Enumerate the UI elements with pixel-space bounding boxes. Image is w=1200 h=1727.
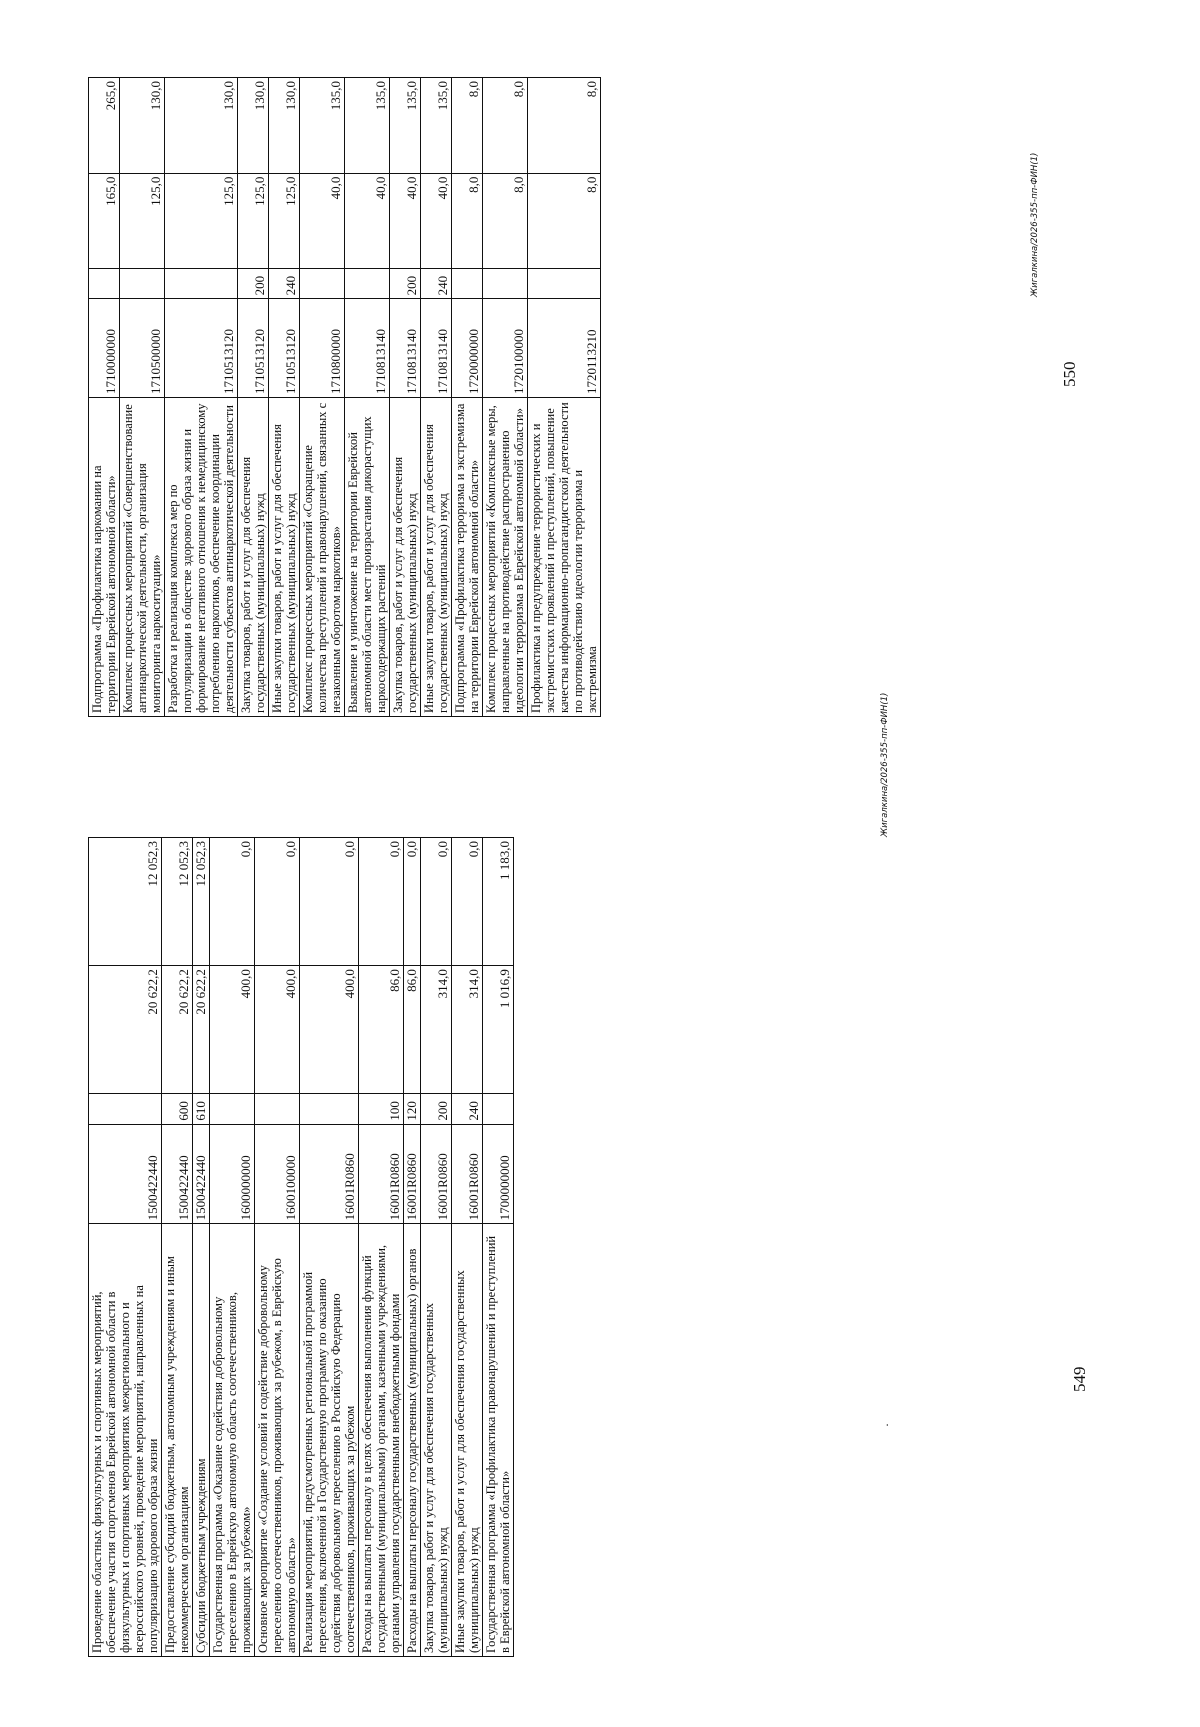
desc-cell: Государственная программа «Профилактика правонарушений и преступлений в Еврейской автономной области» (483, 1224, 514, 1657)
footer-549: Жигалкина/2026-355-пп-ФИН(1) (880, 692, 890, 837)
code-cell: 1710513120 (238, 299, 269, 398)
amount-2026-cell: 8,0 (452, 173, 483, 269)
code-cell: 16001R0860 (404, 1124, 421, 1224)
code-cell: 1710000000 (89, 299, 120, 398)
footer-550: Жигалкина/2026-355-пп-ФИН(1) (1030, 152, 1040, 297)
expense-type-cell (483, 1094, 514, 1124)
table-row (89, 838, 162, 1657)
expense-type-cell (89, 269, 120, 299)
amount-2026-cell: 165,0 (89, 173, 120, 269)
table-row (421, 78, 452, 717)
amount-2026-cell: 8,0 (528, 173, 601, 269)
code-cell: 1720000000 (452, 299, 483, 398)
code-cell: 1710813140 (345, 299, 390, 398)
table-row (359, 838, 404, 1657)
amount-2026-cell: 400,0 (255, 966, 300, 1094)
table-row (300, 78, 345, 717)
desc-cell: Основное мероприятие «Создание условий и содействие добровольному переселению соотечественников, проживающих за рубежом, в Еврейскую автономную область» (255, 1224, 300, 1657)
desc-cell: Подпрограмма «Профилактика наркомании на территории Еврейской автономной области» (89, 398, 120, 717)
amount-2026-cell: 125,0 (269, 173, 300, 269)
amount-2027-cell: 0,0 (452, 838, 483, 966)
amount-2027-cell: 0,0 (300, 838, 359, 966)
amount-2026-cell: 86,0 (404, 966, 421, 1094)
amount-2027-cell: 8,0 (528, 78, 601, 174)
expense-type-cell: 200 (238, 269, 269, 299)
table-row (269, 78, 300, 717)
amount-2026-cell: 125,0 (238, 173, 269, 269)
expense-type-cell (300, 1094, 359, 1124)
desc-cell: Комплекс процессных мероприятий «Совершенствование антинаркотической деятельности, организация мониторинга наркоситуации» (120, 398, 165, 717)
table-row (193, 838, 210, 1657)
amount-2026-cell: 86,0 (359, 966, 404, 1094)
desc-cell: Проведение областных физкультурных и спортивных мероприятий, обеспечение участия спортсменов Еврейской автономной области в физкультурных и спортивных мероприятиях межрегионального и всероссийского уровней, проведение мероприятий, направленных на популяризацию здорового образа жизни (89, 1224, 162, 1657)
amount-2026-cell: 40,0 (300, 173, 345, 269)
table-row (452, 78, 483, 717)
desc-cell: Субсидии бюджетным учреждениям (193, 1224, 210, 1657)
amount-2026-cell: 8,0 (483, 173, 528, 269)
expense-type-cell (165, 269, 238, 299)
code-cell: 1700000000 (483, 1124, 514, 1224)
expense-type-cell (483, 269, 528, 299)
desc-cell: Профилактика и предупреждение террористических и экстремистских проявлений и преступлений, повышение качества информационно-пропагандистской деятельности по противодействию идеологии терроризма и экстремизма (528, 398, 601, 717)
code-cell: 1720100000 (483, 299, 528, 398)
desc-cell: Расходы на выплаты персоналу государственных (муниципальных) органов (404, 1224, 421, 1657)
amount-2027-cell: 12 052,3 (193, 838, 210, 966)
budget-table-549 (88, 837, 514, 1657)
code-cell: 16001R0860 (359, 1124, 404, 1224)
amount-2026-cell: 40,0 (421, 173, 452, 269)
amount-2026-cell: 125,0 (120, 173, 165, 269)
expense-type-cell: 120 (404, 1094, 421, 1124)
desc-cell: Расходы на выплаты персоналу в целях обеспечения выполнения функций государственными (муниципальными) органами, казенными учреждениями, органами управления государственными внебюджетными фондами (359, 1224, 404, 1657)
amount-2026-cell: 125,0 (165, 173, 238, 269)
amount-2027-cell: 130,0 (269, 78, 300, 174)
code-cell: 1710500000 (120, 299, 165, 398)
expense-type-cell: 100 (359, 1094, 404, 1124)
desc-cell: Реализация мероприятий, предусмотренных региональной программой переселения, включенной в Государственную программу по оказанию содействия добровольному переселению в Российскую Федерацию соотечественников, проживающих за рубежом (300, 1224, 359, 1657)
code-cell: 1710800000 (300, 299, 345, 398)
code-cell: 1710513120 (165, 299, 238, 398)
table-row (390, 78, 421, 717)
desc-cell: Выявление и уничтожение на территории Еврейской автономной области мест произрастания дикорастущих наркосодержащих растений (345, 398, 390, 717)
code-cell: 16001R0860 (421, 1124, 452, 1224)
amount-2027-cell: 135,0 (390, 78, 421, 174)
amount-2027-cell: 8,0 (452, 78, 483, 174)
table-row (165, 78, 238, 717)
amount-2027-cell: 1 183,0 (483, 838, 514, 966)
code-cell: 1710813140 (390, 299, 421, 398)
desc-cell: Государственная программа «Оказание содействия добровольному переселению в Еврейскую автономную область соотечественников, проживающих за рубежом» (210, 1224, 255, 1657)
amount-2026-cell: 20 622,2 (89, 966, 162, 1094)
desc-cell: Комплекс процессных мероприятий «Комплексные меры, направленные на противодействие распространению идеологии терроризма в Еврейской автономной области» (483, 398, 528, 717)
expense-type-cell (300, 269, 345, 299)
table-row (300, 838, 359, 1657)
amount-2027-cell: 0,0 (210, 838, 255, 966)
table-row (421, 838, 452, 1657)
expense-type-cell (345, 269, 390, 299)
table-row (210, 838, 255, 1657)
amount-2027-cell: 8,0 (483, 78, 528, 174)
budget-table-550 (88, 77, 601, 717)
expense-type-cell: 200 (421, 1094, 452, 1124)
code-cell: 1720113210 (528, 299, 601, 398)
desc-cell: Разработка и реализация комплекса мер по популяризации в обществе здорового образа жизни и формирование негативного отношения к немедицинскому потреблению наркотиков, обеспечение координации деятельности субъектов антинаркотической деятельности (165, 398, 238, 717)
expense-type-cell: 600 (162, 1094, 193, 1124)
table-row (89, 78, 120, 717)
table-row (162, 838, 193, 1657)
expense-type-cell (528, 269, 601, 299)
amount-2026-cell: 314,0 (421, 966, 452, 1094)
table-row (345, 78, 390, 717)
amount-2026-cell: 1 016,9 (483, 966, 514, 1094)
code-cell: 1600100000 (255, 1124, 300, 1224)
scan-mark-dot: · (880, 1423, 894, 1427)
amount-2027-cell: 130,0 (120, 78, 165, 174)
expense-type-cell: 240 (452, 1094, 483, 1124)
amount-2026-cell: 400,0 (300, 966, 359, 1094)
expense-type-cell (255, 1094, 300, 1124)
code-cell: 16001R0860 (300, 1124, 359, 1224)
expense-type-cell (120, 269, 165, 299)
desc-cell: Закупка товаров, работ и услуг для обеспечения государственных (муниципальных) нужд (390, 398, 421, 717)
amount-2026-cell: 20 622,2 (193, 966, 210, 1094)
page-number-549: 549 (1070, 1366, 1089, 1392)
code-cell: 1500422440 (162, 1124, 193, 1224)
code-cell: 16001R0860 (452, 1124, 483, 1224)
desc-cell: Подпрограмма «Профилактика терроризма и экстремизма на территории Еврейской автономной области» (452, 398, 483, 717)
code-cell: 1500422440 (193, 1124, 210, 1224)
table-row (483, 78, 528, 717)
desc-cell: Закупка товаров, работ и услуг для обеспечения государственных (муниципальных) нужд (238, 398, 269, 717)
amount-2026-cell: 400,0 (210, 966, 255, 1094)
expense-type-cell (89, 1094, 162, 1124)
amount-2026-cell: 20 622,2 (162, 966, 193, 1094)
table-row (528, 78, 601, 717)
amount-2026-cell: 40,0 (390, 173, 421, 269)
table-row (483, 838, 514, 1657)
expense-type-cell: 240 (269, 269, 300, 299)
amount-2027-cell: 135,0 (300, 78, 345, 174)
amount-2026-cell: 40,0 (345, 173, 390, 269)
amount-2027-cell: 0,0 (404, 838, 421, 966)
table-row (120, 78, 165, 717)
code-cell: 1710513120 (269, 299, 300, 398)
desc-cell: Иные закупки товаров, работ и услуг для обеспечения государственных (муниципальных) нужд (269, 398, 300, 717)
code-cell: 1710813140 (421, 299, 452, 398)
page-number-550: 550 (1060, 361, 1079, 387)
amount-2027-cell: 0,0 (255, 838, 300, 966)
amount-2027-cell: 0,0 (421, 838, 452, 966)
expense-type-cell: 200 (390, 269, 421, 299)
expense-type-cell (210, 1094, 255, 1124)
amount-2027-cell: 130,0 (238, 78, 269, 174)
table-row (404, 838, 421, 1657)
amount-2027-cell: 135,0 (345, 78, 390, 174)
amount-2027-cell: 12 052,3 (162, 838, 193, 966)
amount-2027-cell: 135,0 (421, 78, 452, 174)
amount-2027-cell: 12 052,3 (89, 838, 162, 966)
expense-type-cell: 610 (193, 1094, 210, 1124)
table-row (255, 838, 300, 1657)
table-row (452, 838, 483, 1657)
desc-cell: Комплекс процессных мероприятий «Сокращение количества преступлений и правонарушений, связанных с незаконным оборотом наркотиков» (300, 398, 345, 717)
code-cell: 1600000000 (210, 1124, 255, 1224)
desc-cell: Иные закупки товаров, работ и услуг для обеспечения государственных (муниципальных) нужд (421, 398, 452, 717)
amount-2027-cell: 0,0 (359, 838, 404, 966)
amount-2027-cell: 265,0 (89, 78, 120, 174)
desc-cell: Закупка товаров, работ и услуг для обеспечения государственных (муниципальных) нужд (421, 1224, 452, 1657)
table-row (238, 78, 269, 717)
expense-type-cell: 240 (421, 269, 452, 299)
expense-type-cell (452, 269, 483, 299)
code-cell: 1500422440 (89, 1124, 162, 1224)
desc-cell: Иные закупки товаров, работ и услуг для обеспечения государственных (муниципальных) нужд (452, 1224, 483, 1657)
amount-2026-cell: 314,0 (452, 966, 483, 1094)
amount-2027-cell: 130,0 (165, 78, 238, 174)
desc-cell: Предоставление субсидий бюджетным, автономным учреждениям и иным некоммерческим организациям (162, 1224, 193, 1657)
